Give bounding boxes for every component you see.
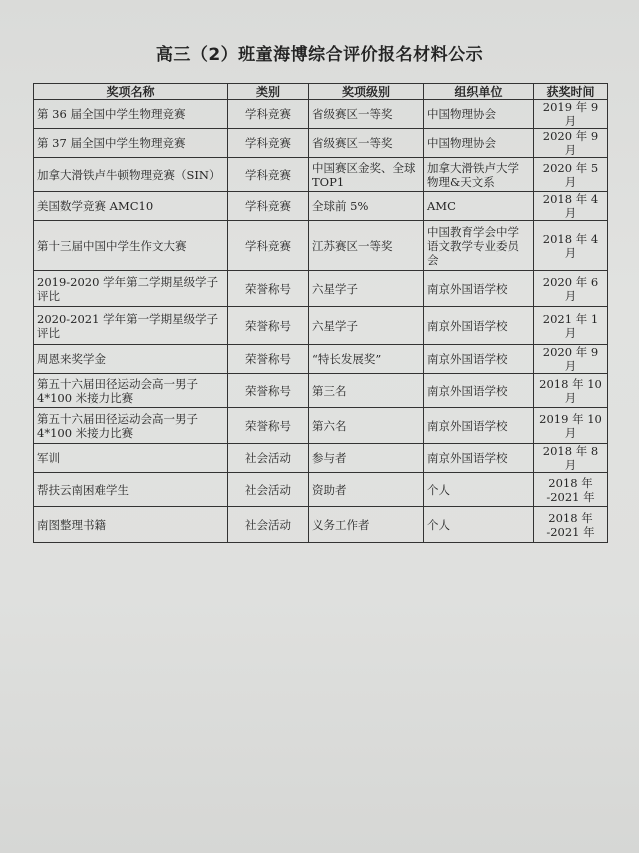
category-cell: 学科竞赛 [228,158,309,192]
organizer-cell: 南京外国语学校 [424,444,534,473]
time-cell: 2018 年 -2021 年 [534,473,608,507]
award-name-cell: 周恩来奖学金 [34,345,228,374]
category-cell: 荣誉称号 [228,408,309,444]
level-cell: 省级赛区一等奖 [309,129,424,158]
organizer-cell: 中国物理协会 [424,100,534,129]
organizer-cell: 加拿大滑铁卢大学物理&天文系 [424,158,534,192]
category-cell: 荣誉称号 [228,307,309,345]
organizer-cell: 个人 [424,473,534,507]
level-cell: 六星学子 [309,271,424,307]
category-cell: 荣誉称号 [228,374,309,408]
table-row [34,507,608,543]
level-cell: 中国赛区金奖、全球 TOP1 [309,158,424,192]
level-cell: 第六名 [309,408,424,444]
table-row [34,129,608,158]
category-cell: 社会活动 [228,444,309,473]
award-name-cell: 2020-2021 学年第一学期星级学子评比 [34,307,228,345]
table-row [34,271,608,307]
award-name-cell: 2019-2020 学年第二学期星级学子评比 [34,271,228,307]
award-name-cell: 第 37 届全国中学生物理竞赛 [34,129,228,158]
time-cell: 2018 年 10 月 [534,374,608,408]
table-row [34,307,608,345]
award-name-cell: 第十三届中国中学生作文大赛 [34,221,228,271]
table-row [34,345,608,374]
award-table [33,83,608,543]
category-cell: 学科竞赛 [228,129,309,158]
organizer-cell: AMC [424,192,534,221]
time-cell: 2018 年 4 月 [534,221,608,271]
time-cell: 2018 年 8 月 [534,444,608,473]
award-name-cell: 第 36 届全国中学生物理竞赛 [34,100,228,129]
award-name-cell: 美国数学竞赛 AMC10 [34,192,228,221]
level-cell: 省级赛区一等奖 [309,100,424,129]
header-organizer: 组织单位 [424,84,534,100]
table-row [34,158,608,192]
award-name-cell: 第五十六届田径运动会高一男子 4*100 米接力比赛 [34,374,228,408]
category-cell: 荣誉称号 [228,271,309,307]
organizer-cell: 南京外国语学校 [424,374,534,408]
organizer-cell: 南京外国语学校 [424,307,534,345]
header-award-name: 奖项名称 [34,84,228,100]
organizer-cell: 中国物理协会 [424,129,534,158]
category-cell: 荣誉称号 [228,345,309,374]
award-name-cell: 加拿大滑铁卢牛顿物理竞赛（SIN） [34,158,228,192]
header-category: 类别 [228,84,309,100]
level-cell: 资助者 [309,473,424,507]
level-cell: 参与者 [309,444,424,473]
page-title: 高三（2）班童海博综合评价报名材料公示 [155,45,484,65]
award-name-cell: 帮扶云南困难学生 [34,473,228,507]
level-cell: 全球前 5% [309,192,424,221]
time-cell: 2020 年 6 月 [534,271,608,307]
table-row [34,408,608,444]
category-cell: 学科竞赛 [228,192,309,221]
level-cell: “特长发展奖” [309,345,424,374]
time-cell: 2021 年 1 月 [534,307,608,345]
table-row [34,221,608,271]
table-row [34,374,608,408]
table-row [34,100,608,129]
level-cell: 第三名 [309,374,424,408]
time-cell: 2020 年 9 月 [534,345,608,374]
table-row [34,444,608,473]
time-cell: 2018 年 -2021 年 [534,507,608,543]
category-cell: 社会活动 [228,507,309,543]
level-cell: 义务工作者 [309,507,424,543]
time-cell: 2019 年 10 月 [534,408,608,444]
time-cell: 2018 年 4 月 [534,192,608,221]
header-award-level: 奖项级别 [309,84,424,100]
organizer-cell: 南京外国语学校 [424,408,534,444]
award-name-cell: 军训 [34,444,228,473]
level-cell: 六星学子 [309,307,424,345]
header-award-time: 获奖时间 [534,84,608,100]
organizer-cell: 个人 [424,507,534,543]
time-cell: 2020 年 5 月 [534,158,608,192]
organizer-cell: 中国教育学会中学语文教学专业委员会 [424,221,534,271]
category-cell: 社会活动 [228,473,309,507]
table-header-row [34,84,608,100]
award-name-cell: 第五十六届田径运动会高一男子 4*100 米接力比赛 [34,408,228,444]
organizer-cell: 南京外国语学校 [424,271,534,307]
time-cell: 2020 年 9 月 [534,129,608,158]
level-cell: 江苏赛区一等奖 [309,221,424,271]
category-cell: 学科竞赛 [228,221,309,271]
time-cell: 2019 年 9 月 [534,100,608,129]
category-cell: 学科竞赛 [228,100,309,129]
table-row [34,473,608,507]
table-row [34,192,608,221]
organizer-cell: 南京外国语学校 [424,345,534,374]
award-name-cell: 南图整理书籍 [34,507,228,543]
